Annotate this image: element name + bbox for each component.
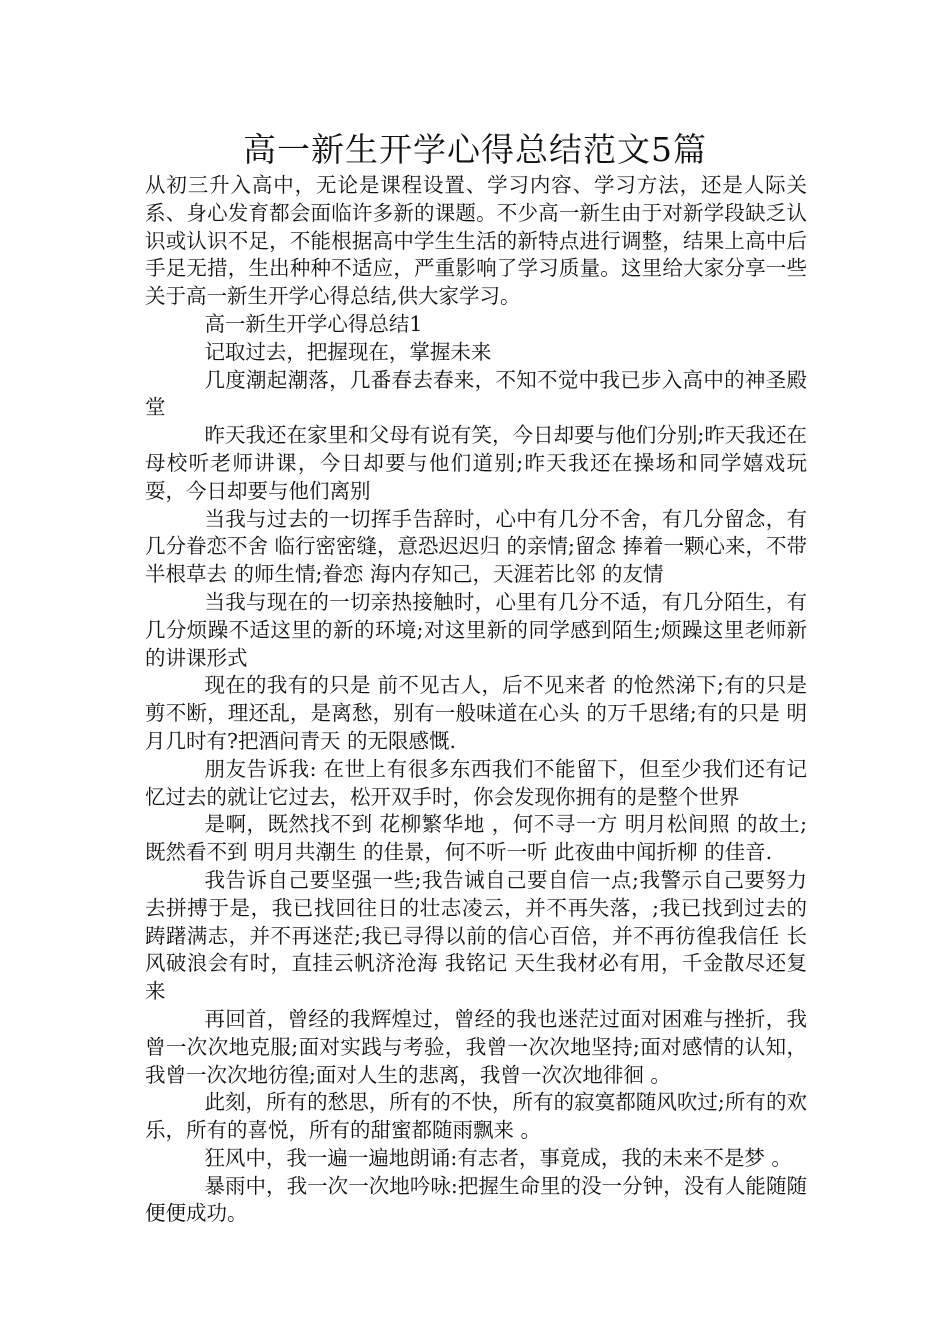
body-paragraph: 暴雨中，我一次一次地吟咏:把握生命里的没一分钟，没有人能随随便便成功。: [145, 1173, 807, 1226]
body-paragraph: 此刻，所有的愁思，所有的不快，所有的寂寞都随风吹过;所有的欢乐，所有的喜悦，所有的甜蜜都随雨飘来 。: [145, 1090, 807, 1143]
body-paragraph: 朋友告诉我: 在世上有很多东西我们不能留下，但至少我们还有记忆过去的就让它过去，松开双手时，你会发现你拥有的是整个世界: [145, 756, 807, 809]
body-paragraph: 再回首，曾经的我辉煌过，曾经的我也迷茫过面对困难与挫折，我曾一次次地克服;面对实践与考验，我曾一次次地坚持;面对感情的认知，我曾一次次地彷徨;面对人生的悲离，我曾一次次地徘徊 。: [145, 1006, 807, 1087]
body-paragraph: 当我与过去的一切挥手告辞时，心中有几分不舍，有几分留念，有几分眷恋不舍 临行密密缝，意恐迟迟归 的亲情;留念 捧着一颗心来，不带半根草去 的师生情;眷恋 海内存知己，天涯若比邻 的友情: [145, 506, 807, 587]
document-body: [145, 172, 807, 1228]
body-paragraph: 是啊，既然找不到 花柳繁华地 ，何不寻一方 明月松间照 的故土;既然看不到 明月共潮生 的佳景，何不听一听 此夜曲中闻折柳 的佳音.: [145, 812, 807, 865]
body-paragraph: 我告诉自己要坚强一些;我告诫自己要自信一点;我警示自己要努力去拼搏于是，我已找回往日的壮志凌云，并不再失落，;我已找到过去的踌躇满志，并不再迷茫;我已寻得以前的信心百倍，并不再彷徨我信任 长风破浪会有时，直挂云帆济沧海 我铭记 天生我材必有用，千金散尽还复来: [145, 867, 807, 1004]
body-paragraph: 现在的我有的只是 前不见古人，后不见来者 的怆然涕下;有的只是 剪不断，理还乱，是离愁，别有一般味道在心头 的万千思绪;有的只是 明月几时有?把酒问青天 的无限感慨.: [145, 673, 807, 753]
body-paragraph: 几度潮起潮落，几番春去春来，不知不觉中我已步入高中的神圣殿堂: [145, 367, 807, 420]
section-heading: 高一新生开学心得总结1: [204, 311, 423, 336]
document-title: 高一新生开学心得总结范文5篇: [243, 130, 707, 169]
body-paragraph: 狂风中，我一遍一遍地朗诵:有志者，事竟成，我的未来不是梦 。: [204, 1145, 792, 1170]
body-paragraph: 记取过去，把握现在，掌握未来: [204, 339, 492, 364]
body-paragraph: 当我与现在的一切亲热接触时，心里有几分不适，有几分陌生，有几分烦躁不适这里的新的环境;对这里新的同学感到陌生;烦躁这里老师新的讲课形式: [145, 589, 807, 670]
body-paragraph: 昨天我还在家里和父母有说有笑，今日却要与他们分别;昨天我还在母校听老师讲课，今日却要与他们道别;昨天我还在操场和同学嬉戏玩耍，今日却要与他们离别: [145, 423, 807, 503]
intro-paragraph: 从初三升入高中，无论是课程设置、学习内容、学习方法，还是人际关系、身心发育都会面临许多新的课题。不少高一新生由于对新学段缺乏认识或认识不足，不能根据高中学生生活的新特点进行调整，结果上高中后手足无措，生出种种不适应，严重影响了学习质量。这里给大家分享一些关于高一新生开学心得总结,供大家学习。: [145, 173, 807, 309]
